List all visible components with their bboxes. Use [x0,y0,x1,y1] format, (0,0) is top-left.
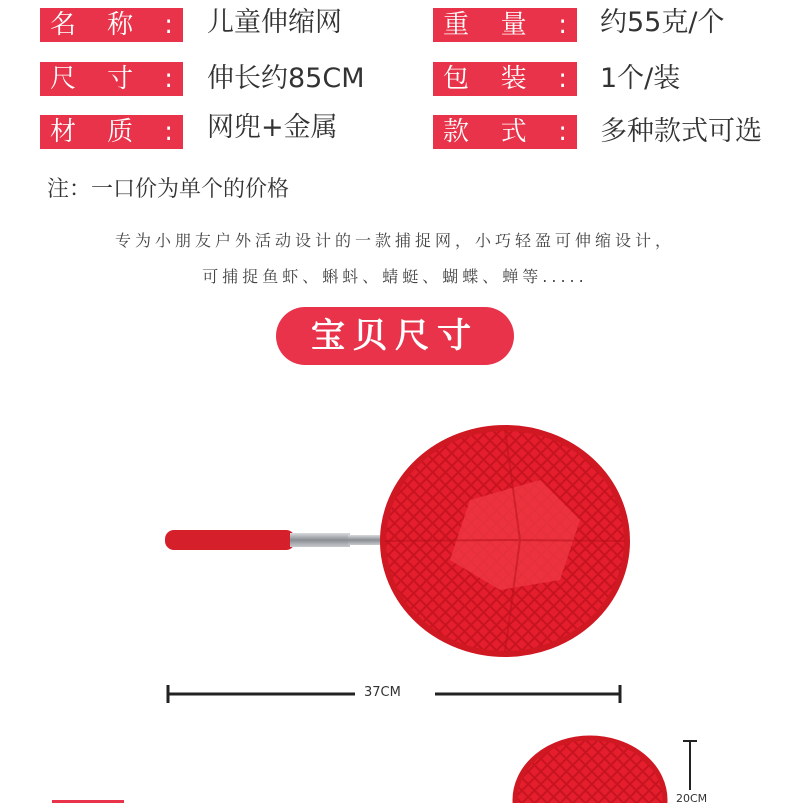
spec-label-style: 款 式 : [433,115,577,149]
spec-value-packaging: 1个/装 [600,63,681,94]
description-line-2: 可捕捉鱼虾、蝌蚪、蜻蜓、蝴蝶、蝉等..... [202,267,588,286]
net-handle [165,530,388,550]
spec-label-weight: 重 量 : [433,8,577,42]
price-note: 注：一口价为单个的价格 [47,177,290,202]
spec-value-size: 伸长约85CM [207,63,365,94]
section-title-badge: 宝贝尺寸 [276,307,514,365]
description-line-1: 专为小朋友户外活动设计的一款捕捉网，小巧轻盈可伸缩设计， [114,231,675,250]
spec-value-name: 儿童伸缩网 [207,7,342,38]
height-dimension-line [683,741,697,790]
spec-value-weight: 约55克/个 [600,7,725,38]
spec-value-material: 网兜+金属 [207,112,338,143]
spec-label-material: 材 质 : [40,115,183,149]
net-side-view [515,738,665,803]
spec-value-style: 多种款式可选 [600,116,762,147]
net-hoop [383,428,627,654]
spec-label-size: 尺 寸 : [40,62,183,96]
spec-label-packaging: 包 装 : [433,62,577,96]
height-label: 20CM [676,792,708,805]
width-label: 37CM [364,685,401,700]
spec-label-name: 名 称 : [40,8,183,42]
